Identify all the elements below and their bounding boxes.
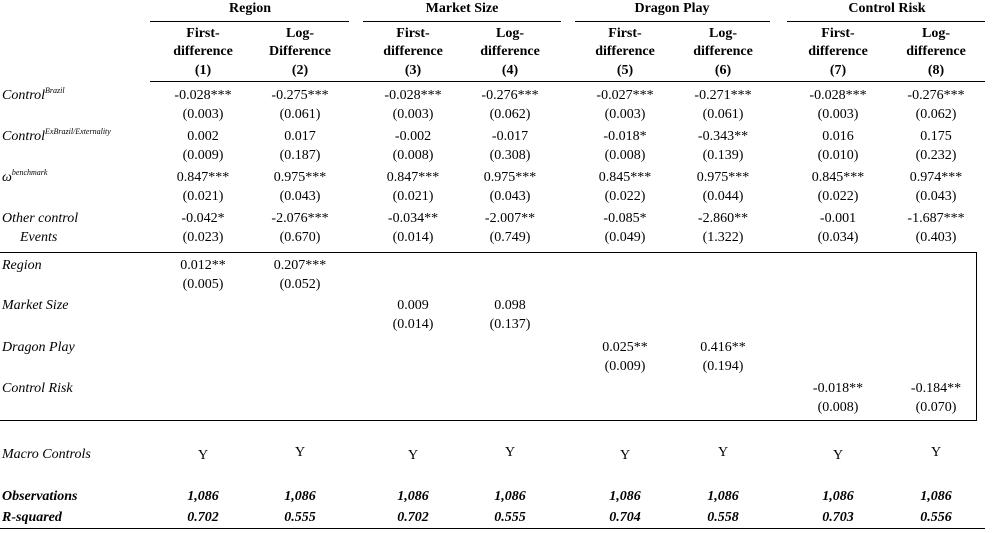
se-cell: (0.403) [915,230,957,245]
coef-cell: -0.276*** [907,88,965,103]
se-cell: (0.061) [702,107,744,122]
coef-cell: -0.028*** [174,88,232,103]
box-bottom [0,420,977,421]
se-cell: (0.044) [702,189,744,204]
coef-cell: 0.975*** [273,170,327,185]
header-rule [150,81,985,82]
box-top [0,252,977,253]
column-number: (4) [501,63,519,78]
observations-label: Observations [2,489,78,504]
r-squared-cell: 0.556 [920,510,952,525]
coef-cell: 0.009 [397,298,429,313]
se-cell: (0.003) [604,107,646,122]
boxed-row-label: Market Size [2,298,69,313]
se-cell: (0.022) [604,189,646,204]
se-cell: (0.232) [915,148,957,163]
r-squared-cell: 0.702 [187,510,219,525]
row-label: Control$^{Brazil}$ [2,86,65,103]
column-header-line2: difference [595,44,655,59]
r-squared-cell: 0.703 [822,510,854,525]
group-header: Dragon Play [634,1,710,16]
coef-cell: -0.184** [910,381,962,396]
se-cell: (0.062) [489,107,531,122]
coef-cell: -0.034** [387,211,439,226]
coef-cell: 0.975*** [483,170,537,185]
column-header-line2: difference [480,44,540,59]
se-cell: (0.049) [604,230,646,245]
coef-cell: 0.016 [822,129,854,144]
column-header-line2: difference [808,44,868,59]
row-label: $\omega^{benchmark}$ [2,168,48,185]
se-cell: (0.005) [182,277,224,292]
column-header-line2: difference [173,44,233,59]
column-header-line1: Log- [286,26,314,41]
column-header-line2: Difference [269,44,331,59]
column-number: (1) [194,63,212,78]
column-number: (5) [616,63,634,78]
column-header-line1: Log- [922,26,950,41]
group-underline [150,21,349,22]
group-header: Control Risk [848,1,926,16]
se-cell: (0.062) [915,107,957,122]
coef-cell: -0.018** [812,381,864,396]
observations-cell: 1,086 [397,489,429,504]
coef-cell: -0.001 [819,211,857,226]
r-squared-cell: 0.702 [397,510,429,525]
se-cell: (0.139) [702,148,744,163]
row-label: Control$^{ExBrazil/Externality}$ [2,127,111,144]
se-cell: (0.749) [489,230,531,245]
coef-cell: 0.845*** [811,170,865,185]
se-cell: (0.010) [817,148,859,163]
se-cell: (0.008) [604,148,646,163]
observations-cell: 1,086 [187,489,219,504]
macro-controls-label: Macro Controls [2,447,91,462]
se-cell: (0.061) [279,107,321,122]
column-header-line1: First- [396,26,430,41]
macro-controls-cell: Y [619,448,631,463]
row-label-line2: Events [20,230,58,245]
macro-controls-cell: Y [197,448,209,463]
se-cell: (0.043) [489,189,531,204]
row-label: Other control [2,211,79,226]
column-header-line1: Log- [709,26,737,41]
coef-cell: 0.845*** [598,170,652,185]
row-label-superscript: benchmark [11,168,48,177]
coef-cell: -0.028*** [384,88,442,103]
se-cell: (0.003) [817,107,859,122]
se-cell: (0.308) [489,148,531,163]
observations-cell: 1,086 [284,489,316,504]
coef-cell: 0.974*** [909,170,963,185]
coef-cell: 0.017 [284,129,316,144]
se-cell: (0.014) [392,230,434,245]
column-header-line2: difference [693,44,753,59]
r-squared-cell: 0.704 [609,510,641,525]
macro-controls-cell: Y [407,448,419,463]
se-cell: (0.008) [817,400,859,415]
macro-controls-cell: Y [832,448,844,463]
observations-cell: 1,086 [494,489,526,504]
r-squared-cell: 0.558 [707,510,739,525]
group-underline [575,21,770,22]
coef-cell: -2.076*** [271,211,329,226]
coef-cell: 0.012** [180,258,226,273]
group-header: Market Size [425,1,499,16]
observations-cell: 1,086 [920,489,952,504]
column-header-line1: Log- [496,26,524,41]
se-cell: (0.021) [392,189,434,204]
coef-cell: -2.860** [697,211,749,226]
coef-cell: 0.175 [920,129,952,144]
observations-cell: 1,086 [707,489,739,504]
coef-cell: -0.028*** [809,88,867,103]
se-cell: (0.008) [392,148,434,163]
se-cell: (0.003) [182,107,224,122]
coef-cell: -0.271*** [694,88,752,103]
coef-cell: -0.042* [181,211,225,226]
se-cell: (0.034) [817,230,859,245]
se-cell: (0.670) [279,230,321,245]
column-header-line2: difference [906,44,966,59]
boxed-row-label: Dragon Play [2,340,75,355]
se-cell: (0.009) [182,148,224,163]
coef-cell: -0.002 [394,129,432,144]
macro-controls-cell: Y [930,445,942,460]
column-number: (3) [404,63,422,78]
se-cell: (0.070) [915,400,957,415]
bottom-rule [0,528,985,529]
boxed-row-label: Control Risk [2,381,73,396]
se-cell: (0.021) [182,189,224,204]
column-number: (7) [829,63,847,78]
coef-cell: -0.027*** [596,88,654,103]
row-label-superscript: Brazil [45,86,65,95]
r-squared-label: R-squared [2,510,62,525]
observations-cell: 1,086 [822,489,854,504]
column-number: (8) [927,63,945,78]
coef-cell: 0.207*** [273,258,327,273]
coef-cell: -0.018* [603,129,647,144]
se-cell: (0.009) [604,359,646,374]
r-squared-cell: 0.555 [494,510,526,525]
macro-controls-cell: Y [717,445,729,460]
se-cell: (0.043) [279,189,321,204]
group-header: Region [229,1,271,16]
group-underline [787,21,985,22]
column-header-line1: First- [608,26,642,41]
coef-cell: -0.276*** [481,88,539,103]
coef-cell: -0.017 [491,129,529,144]
coef-cell: -0.343** [697,129,749,144]
coef-cell: -0.085* [603,211,647,226]
column-header-line1: First- [821,26,855,41]
se-cell: (0.194) [702,359,744,374]
se-cell: (0.052) [279,277,321,292]
coef-cell: 0.975*** [696,170,750,185]
se-cell: (0.014) [392,317,434,332]
se-cell: (0.022) [817,189,859,204]
se-cell: (0.023) [182,230,224,245]
coef-cell: 0.025** [602,340,648,355]
se-cell: (0.043) [915,189,957,204]
coef-cell: -2.007** [484,211,536,226]
coef-cell: -1.687*** [907,211,965,226]
coef-cell: -0.275*** [271,88,329,103]
se-cell: (0.137) [489,317,531,332]
group-underline [363,21,561,22]
macro-controls-cell: Y [504,445,516,460]
se-cell: (0.003) [392,107,434,122]
observations-cell: 1,086 [609,489,641,504]
coef-cell: 0.002 [187,129,219,144]
se-cell: (0.187) [279,148,321,163]
r-squared-cell: 0.555 [284,510,316,525]
coef-cell: 0.847*** [386,170,440,185]
column-header-line2: difference [383,44,443,59]
column-number: (2) [291,63,309,78]
column-number: (6) [714,63,732,78]
boxed-row-label: Region [2,258,42,273]
row-label-superscript: ExBrazil/Externality [45,127,111,136]
coef-cell: 0.098 [494,298,526,313]
macro-controls-cell: Y [294,445,306,460]
box-right [976,252,977,421]
coef-cell: 0.416** [700,340,746,355]
se-cell: (1.322) [702,230,744,245]
coef-cell: 0.847*** [176,170,230,185]
column-header-line1: First- [186,26,220,41]
